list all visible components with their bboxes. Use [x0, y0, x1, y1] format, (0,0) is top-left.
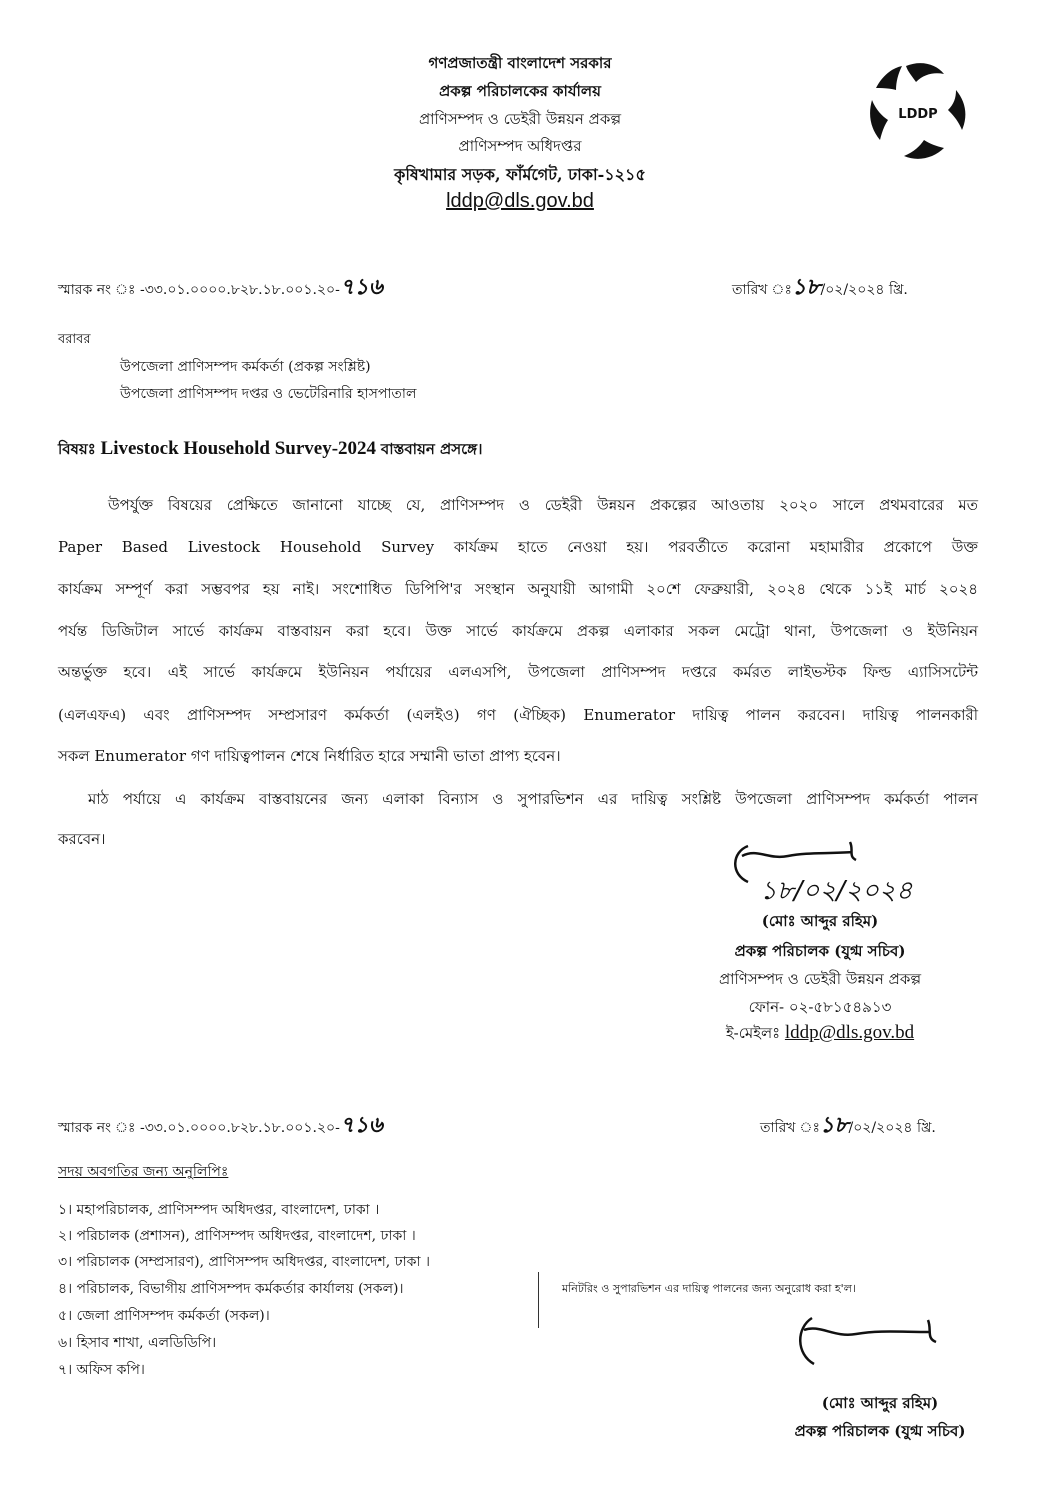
memo-number-handwritten: ৭১৬ — [339, 275, 383, 300]
copy-item: ৭। অফিস কপি। — [58, 1362, 145, 1378]
lddp-logo — [866, 60, 970, 164]
recipient-line-2: উপজেলা প্রাণিসম্পদ দপ্তর ও ভেটেরিনারি হাসপাতাল — [120, 386, 417, 402]
signature-image-2 — [790, 1310, 960, 1370]
signatory-name: (মোঃ আব্দুর রহিম) — [761, 912, 879, 930]
date-rest: /০২/২০২৪ খ্রি. — [848, 1120, 936, 1136]
signature-handwritten-date: ১৮/০২/২০২৪ — [760, 876, 913, 906]
subject — [58, 438, 482, 463]
bracket-divider — [538, 1272, 539, 1328]
header-email-link[interactable]: lddp@dls.gov.bd — [446, 190, 594, 212]
logo-text: LDDP — [898, 107, 938, 122]
body-line: (এলএফএ) এবং প্রাণিসম্পদ সম্প্রসারণ কর্মকর্তা (এলইও) গণ (ঐচ্ছিক) Enumerator দায়িত্ব পালন করবেন। দায়িত্ব পালনকারী — [58, 706, 978, 724]
body-line: করবেন। — [58, 830, 106, 848]
header-department: প্রাণিসম্পদ অধিদপ্তর — [458, 137, 582, 155]
body-line: মাঠ পর্যায়ে এ কার্যক্রম বাস্তবায়নের জন্য এলাকা বিন্যাস ও সুপারভিশন এর দায়িত্ব সংশ্লিষ্ট উপজেলা প্রাণিসম্পদ কর্মকর্তা পালন — [88, 790, 978, 808]
memo-label: স্মারক নং ঃ -৩৩.০১.০০০০.৮২৮.১৮.০০১.২০- — [58, 1120, 340, 1136]
date-label: তারিখ ঃ — [732, 282, 792, 298]
copy-item: ২। পরিচালক (প্রশাসন), প্রাণিসম্পদ অধিদপ্তর, বাংলাদেশ, ঢাকা । — [58, 1228, 416, 1244]
copy-heading: সদয় অবগতির জন্য অনুলিপিঃ — [58, 1164, 229, 1180]
memo-date-2 — [760, 1108, 936, 1145]
copy-item: ৪। পরিচালক, বিভাগীয় প্রাণিসম্পদ কর্মকর্তার কার্যালয় (সকল)। — [58, 1281, 404, 1297]
body-line: উপর্যুক্ত বিষয়ের প্রেক্ষিতে জানানো যাচ্ছে যে, প্রাণিসম্পদ ও ডেইরী উন্নয়ন প্রকল্পের আওতায় ২০২০ সালে প্রথমবারের মত — [108, 496, 978, 514]
date-day-handwritten: ১৮ — [791, 275, 821, 300]
body-line: পর্যন্ত ডিজিটাল সার্ভে কার্যক্রম বাস্তবায়ন করা হবে। উক্ত সার্ভে কার্যক্রমে প্রকল্প এলাকার সকল মেট্রো থানা, উপজেলা ও ইউনিয়ন — [58, 622, 978, 640]
recipient-line-1: উপজেলা প্রাণিসম্পদ কর্মকর্তা (প্রকল্প সংশ্লিষ্ট) — [120, 359, 371, 375]
copy-item: ১। মহাপরিচালক, প্রাণিসম্পদ অধিদপ্তর, বাংলাদেশ, ঢাকা । — [58, 1202, 380, 1218]
body-line: অন্তর্ভুক্ত হবে। এই সার্ভে কার্যক্রমে ইউনিয়ন পর্যায়ের এলএসপি, উপজেলা প্রাণিসম্পদ দপ্তরে কর্মরত লাইভস্টক ফিল্ড এ্যাসিসটেন্ট — [58, 663, 978, 681]
header-govt: গণপ্রজাতন্ত্রী বাংলাদেশ সরকার — [428, 54, 612, 72]
signatory-phone: ফোন- ০২-৫৮১৫৪৯১৩ — [748, 998, 892, 1016]
copy-signatory-name: (মোঃ আব্দুর রহিম) — [821, 1394, 939, 1412]
subject-suffix: বাস্তবায়ন প্রসঙ্গে। — [380, 440, 483, 458]
subject-title: Livestock Household Survey-2024 — [100, 438, 377, 459]
memo-label: স্মারক নং ঃ -৩৩.০১.০০০০.৮২৮.১৮.০০১.২০- — [58, 282, 340, 298]
recipient-prefix: বরাবর — [58, 332, 91, 347]
header-office: প্রকল্প পরিচালকের কার্যালয় — [439, 82, 601, 100]
date-day-handwritten: ১৮ — [819, 1113, 849, 1138]
copy-item: ৩। পরিচালক (সম্প্রসারণ), প্রাণিসম্পদ অধিদপ্তর, বাংলাদেশ, ঢাকা । — [58, 1254, 430, 1270]
signatory-email — [660, 1022, 980, 1047]
memo-date — [732, 270, 908, 307]
body-line: সকল Enumerator গণ দায়িত্বপালন শেষে নির্ধারিত হারে সম্মানী ভাতা প্রাপ্য হবেন। — [58, 747, 561, 765]
copy-item: ৬। হিসাব শাখা, এলডিডিপি। — [58, 1335, 217, 1351]
signatory-project: প্রাণিসম্পদ ও ডেইরী উন্নয়ন প্রকল্প — [718, 970, 922, 988]
date-label: তারিখ ঃ — [760, 1120, 820, 1136]
email-label: ই-মেইলঃ — [725, 1024, 781, 1042]
header-project: প্রাণিসম্পদ ও ডেইরী উন্নয়ন প্রকল্প — [418, 110, 622, 128]
copy-item: ৫। জেলা প্রাণিসম্পদ কর্মকর্তা (সকল)। — [58, 1308, 270, 1324]
memo-number-handwritten: ৭১৬ — [339, 1113, 383, 1138]
copy-signatory-designation: প্রকল্প পরিচালক (যুগ্ম সচিব) — [794, 1422, 966, 1440]
copy-note: মনিটরিং ও সুপারভিশন এর দায়িত্ব পালনের জন্য অনুরোধ করা হ'ল। — [562, 1282, 856, 1295]
signatory-designation: প্রকল্প পরিচালক (যুগ্ম সচিব) — [734, 942, 906, 960]
header-address: কৃষিখামার সড়ক, ফাঁর্মগেট, ঢাকা-১২১৫ — [394, 165, 646, 184]
memo-number-2 — [58, 1108, 383, 1145]
email-link[interactable]: lddp@dls.gov.bd — [784, 1022, 915, 1043]
subject-label: বিষয়ঃ — [58, 440, 96, 458]
date-rest: /০২/২০২৪ খ্রি. — [820, 282, 908, 298]
memo-number — [58, 270, 383, 307]
body-line: কার্যক্রম সম্পূর্ণ করা সম্ভবপর হয় নাই। সংশোধিত ডিপিপি'র সংস্থান অনুযায়ী আগামী ২০শে ফেব্রুয়ারী, ২০২৪ থেকে ১১ই মার্চ ২০২৪ — [58, 580, 978, 598]
body-line: Paper Based Livestock Household Survey কার্যক্রম হাতে নেওয়া হয়। পরবর্তীতে করোনা মহামারীর প্রকোপে উক্ত — [58, 538, 978, 556]
